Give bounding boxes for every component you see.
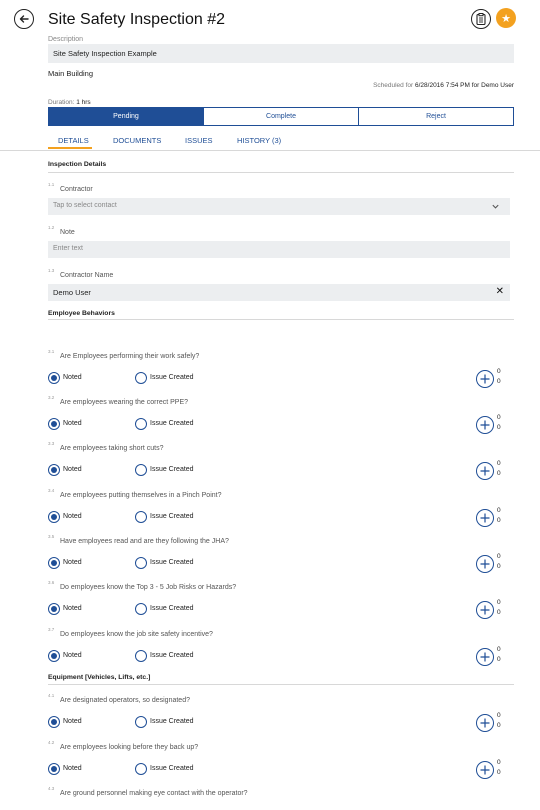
count-value: 0 bbox=[497, 460, 501, 467]
favorite-button[interactable] bbox=[496, 8, 516, 28]
question-text: Do employees know the Top 3 - 5 Job Risks or Hazards? bbox=[60, 584, 237, 591]
noted-label: Noted bbox=[63, 718, 82, 725]
issue-created-label: Issue Created bbox=[150, 605, 194, 612]
count-value: 0 bbox=[497, 378, 501, 385]
description-field[interactable]: Site Safety Inspection Example bbox=[48, 44, 514, 63]
plus-icon bbox=[479, 512, 491, 524]
count-value: 0 bbox=[497, 414, 501, 421]
issue-created-radio[interactable] bbox=[135, 603, 147, 615]
add-item-button[interactable] bbox=[476, 370, 494, 388]
issue-created-radio[interactable] bbox=[135, 418, 147, 430]
issue-created-radio[interactable] bbox=[135, 511, 147, 523]
noted-radio[interactable] bbox=[48, 372, 60, 384]
radio-selected-dot bbox=[51, 766, 57, 772]
count-value: 0 bbox=[497, 609, 501, 616]
noted-radio[interactable] bbox=[48, 557, 60, 569]
radio-selected-dot bbox=[51, 421, 57, 427]
section-title-employee-behaviors: Employee Behaviors bbox=[48, 310, 115, 317]
radio-selected-dot bbox=[51, 653, 57, 659]
location-text: Main Building bbox=[48, 69, 94, 78]
page-title: Site Safety Inspection #2 bbox=[48, 11, 225, 28]
noted-label: Noted bbox=[63, 466, 82, 473]
tab-details[interactable]: DETAILS bbox=[58, 136, 89, 145]
scheduled-value: 6/28/2016 7:54 PM for Demo User bbox=[415, 82, 514, 89]
note-label: Note bbox=[60, 229, 75, 236]
issue-created-label: Issue Created bbox=[150, 765, 194, 772]
plus-icon bbox=[479, 465, 491, 477]
tab-documents[interactable]: DOCUMENTS bbox=[113, 136, 162, 145]
tabs-divider bbox=[0, 150, 540, 151]
question-number: 3.3 bbox=[48, 441, 55, 446]
noted-label: Noted bbox=[63, 605, 82, 612]
back-arrow-icon bbox=[18, 13, 30, 25]
noted-radio[interactable] bbox=[48, 763, 60, 775]
question-text: Are employees wearing the correct PPE? bbox=[60, 399, 189, 406]
plus-icon bbox=[479, 764, 491, 776]
status-complete-button[interactable]: Complete bbox=[203, 108, 358, 125]
section-title-inspection-details: Inspection Details bbox=[48, 161, 107, 168]
plus-icon bbox=[479, 373, 491, 385]
clear-icon[interactable]: ✕ bbox=[495, 286, 504, 297]
issue-created-label: Issue Created bbox=[150, 559, 194, 566]
add-item-button[interactable] bbox=[476, 462, 494, 480]
section-title-equipment: Equipment [Vehicles, Lifts, etc.] bbox=[48, 674, 151, 681]
status-selector bbox=[48, 107, 514, 126]
noted-radio[interactable] bbox=[48, 464, 60, 476]
noted-label: Noted bbox=[63, 420, 82, 427]
question-text: Are ground personnel making eye contact with the operator? bbox=[60, 790, 248, 797]
tab-bar bbox=[48, 132, 514, 150]
issue-created-label: Issue Created bbox=[150, 420, 194, 427]
add-item-button[interactable] bbox=[476, 601, 494, 619]
issue-created-label: Issue Created bbox=[150, 718, 194, 725]
plus-icon bbox=[479, 651, 491, 663]
count-value: 0 bbox=[497, 470, 501, 477]
question-number: 4.3 bbox=[48, 786, 55, 791]
add-item-button[interactable] bbox=[476, 555, 494, 573]
count-value: 0 bbox=[497, 424, 501, 431]
chevron-down-icon bbox=[491, 202, 500, 211]
count-value: 0 bbox=[497, 368, 501, 375]
clipboard-button[interactable] bbox=[471, 9, 491, 29]
add-item-button[interactable] bbox=[476, 416, 494, 434]
question-text: Are employees putting themselves in a Pinch Point? bbox=[60, 492, 222, 499]
tab-issues[interactable]: ISSUES bbox=[185, 136, 213, 145]
section-divider bbox=[48, 319, 514, 320]
plus-icon bbox=[479, 717, 491, 729]
tab-history[interactable]: HISTORY (3) bbox=[237, 136, 282, 145]
count-value: 0 bbox=[497, 712, 501, 719]
question-text: Are designated operators, so designated? bbox=[60, 697, 190, 704]
status-reject-button[interactable]: Reject bbox=[358, 108, 513, 125]
question-number: 3.1 bbox=[48, 349, 55, 354]
noted-radio[interactable] bbox=[48, 603, 60, 615]
count-value: 0 bbox=[497, 722, 501, 729]
back-button[interactable] bbox=[14, 9, 34, 29]
count-value: 0 bbox=[497, 507, 501, 514]
count-value: 0 bbox=[497, 759, 501, 766]
status-pending-button[interactable]: Pending bbox=[49, 108, 203, 125]
radio-selected-dot bbox=[51, 467, 57, 473]
contractor-name-input[interactable]: Demo User bbox=[48, 284, 510, 301]
noted-label: Noted bbox=[63, 559, 82, 566]
issue-created-label: Issue Created bbox=[150, 374, 194, 381]
noted-radio[interactable] bbox=[48, 511, 60, 523]
contractor-select[interactable]: Tap to select contact bbox=[48, 198, 510, 215]
contractor-label: Contractor bbox=[60, 186, 93, 193]
issue-created-radio[interactable] bbox=[135, 716, 147, 728]
duration-info bbox=[48, 99, 91, 106]
duration-value: 1 hrs bbox=[76, 99, 91, 106]
noted-label: Noted bbox=[63, 374, 82, 381]
scheduled-info bbox=[373, 82, 514, 89]
question-text: Do employees know the job site safety incentive? bbox=[60, 631, 213, 638]
plus-icon bbox=[479, 558, 491, 570]
noted-label: Noted bbox=[63, 513, 82, 520]
noted-label: Noted bbox=[63, 652, 82, 659]
issue-created-radio[interactable] bbox=[135, 763, 147, 775]
question-number: 3.5 bbox=[48, 534, 55, 539]
field-number: 1.2 bbox=[48, 225, 55, 230]
count-value: 0 bbox=[497, 563, 501, 570]
section-divider bbox=[48, 172, 514, 173]
question-number: 3.4 bbox=[48, 488, 55, 493]
noted-radio[interactable] bbox=[48, 650, 60, 662]
issue-created-label: Issue Created bbox=[150, 466, 194, 473]
question-number: 3.7 bbox=[48, 627, 55, 632]
question-number: 3.2 bbox=[48, 395, 55, 400]
field-number: 1.1 bbox=[48, 182, 55, 187]
question-number: 4.2 bbox=[48, 740, 55, 745]
radio-selected-dot bbox=[51, 560, 57, 566]
contractor-name-label: Contractor Name bbox=[60, 272, 114, 279]
count-value: 0 bbox=[497, 517, 501, 524]
count-value: 0 bbox=[497, 656, 501, 663]
issue-created-radio[interactable] bbox=[135, 372, 147, 384]
clipboard-icon bbox=[476, 13, 486, 25]
question-text: Are Employees performing their work safely? bbox=[60, 353, 200, 360]
question-number: 4.1 bbox=[48, 693, 55, 698]
active-tab-indicator bbox=[48, 147, 92, 149]
issue-created-radio[interactable] bbox=[135, 464, 147, 476]
add-item-button[interactable] bbox=[476, 509, 494, 527]
noted-label: Noted bbox=[63, 765, 82, 772]
section-divider bbox=[48, 684, 514, 685]
plus-icon bbox=[479, 419, 491, 431]
plus-icon bbox=[479, 604, 491, 616]
add-item-button[interactable] bbox=[476, 648, 494, 666]
issue-created-label: Issue Created bbox=[150, 513, 194, 520]
issue-created-label: Issue Created bbox=[150, 652, 194, 659]
noted-radio[interactable] bbox=[48, 716, 60, 728]
description-label: Description bbox=[48, 36, 84, 43]
add-item-button[interactable] bbox=[476, 761, 494, 779]
scheduled-prefix: Scheduled for bbox=[373, 82, 414, 89]
count-value: 0 bbox=[497, 646, 501, 653]
radio-selected-dot bbox=[51, 606, 57, 612]
radio-selected-dot bbox=[51, 514, 57, 520]
note-input[interactable]: Enter text bbox=[48, 241, 510, 258]
issue-created-radio[interactable] bbox=[135, 557, 147, 569]
question-text: Have employees read and are they following the JHA? bbox=[60, 538, 229, 545]
question-number: 3.6 bbox=[48, 580, 55, 585]
duration-label: Duration: bbox=[48, 99, 75, 106]
question-text: Are employees taking short cuts? bbox=[60, 445, 164, 452]
question-text: Are employees looking before they back up? bbox=[60, 744, 199, 751]
issue-created-radio[interactable] bbox=[135, 650, 147, 662]
star-icon: ★ bbox=[501, 12, 511, 25]
radio-selected-dot bbox=[51, 719, 57, 725]
count-value: 0 bbox=[497, 553, 501, 560]
count-value: 0 bbox=[497, 599, 501, 606]
count-value: 0 bbox=[497, 769, 501, 776]
radio-selected-dot bbox=[51, 375, 57, 381]
add-item-button[interactable] bbox=[476, 714, 494, 732]
noted-radio[interactable] bbox=[48, 418, 60, 430]
field-number: 1.3 bbox=[48, 268, 55, 273]
